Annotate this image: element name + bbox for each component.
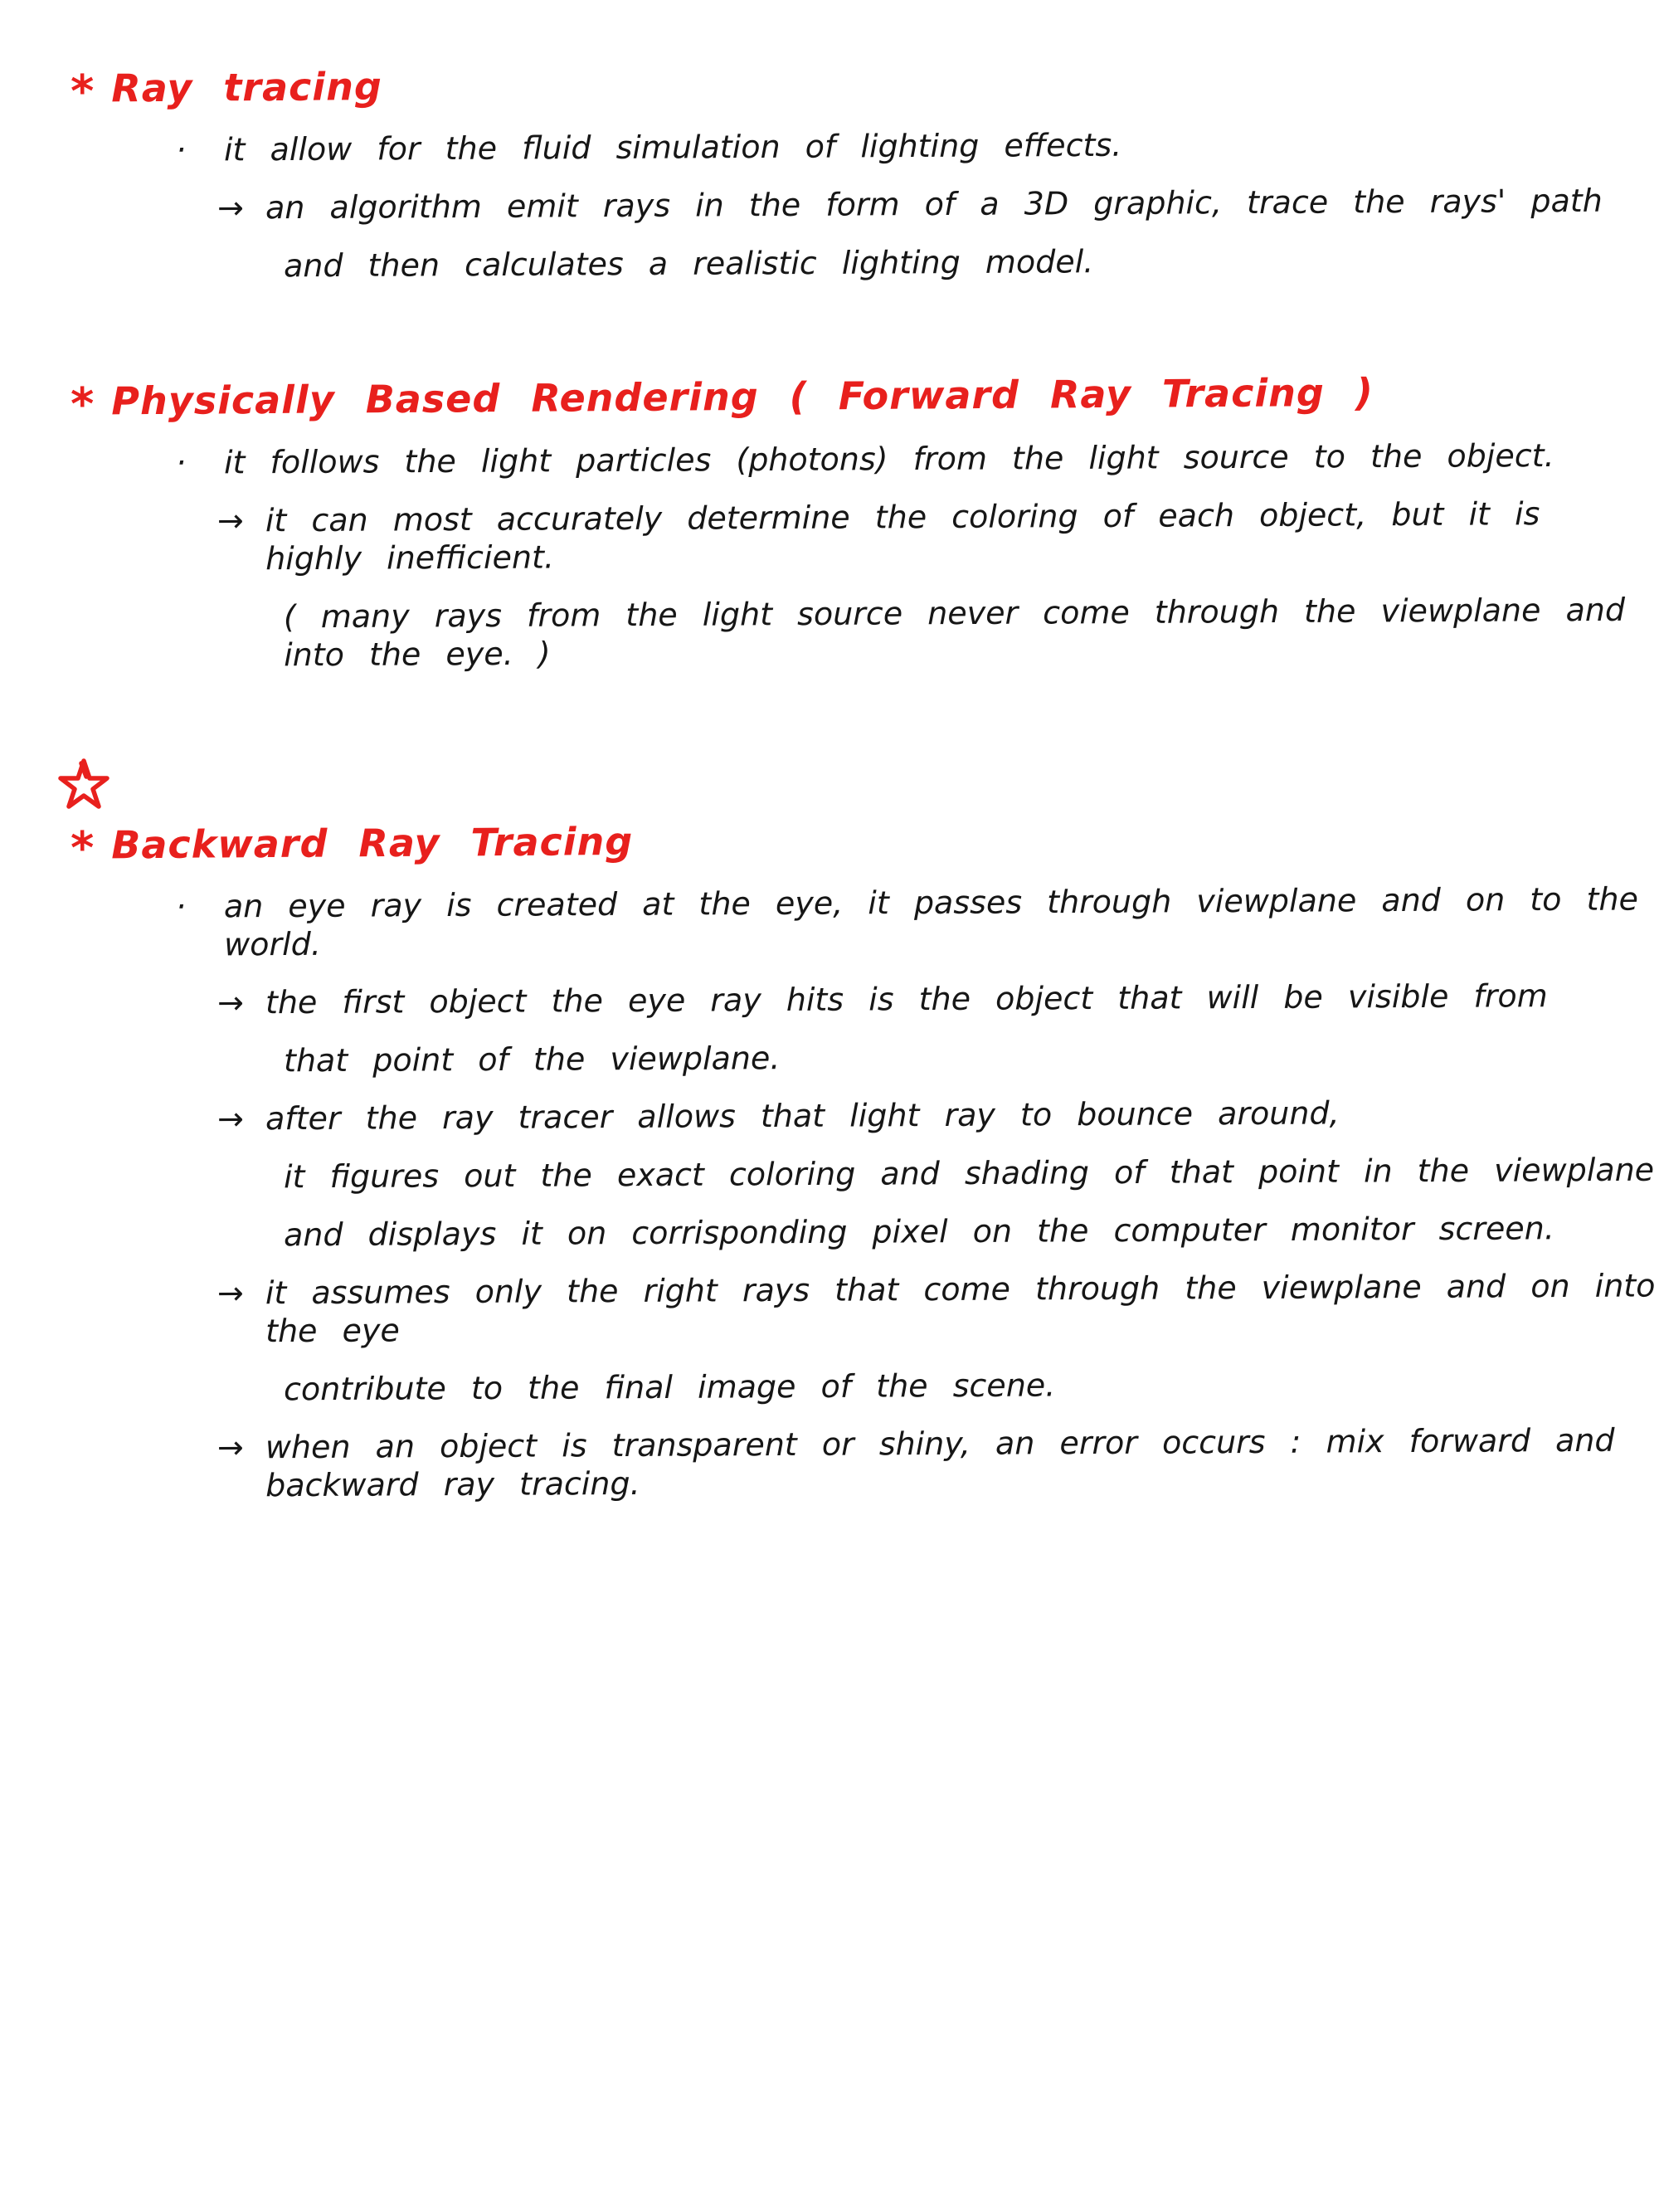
section-title: Backward Ray Tracing bbox=[111, 818, 634, 868]
bullet-dot: · bbox=[175, 444, 187, 481]
section-title: Physically Based Rendering ( Forward Ray Tracing ) bbox=[111, 369, 1374, 424]
section-physically-based-rendering bbox=[0, 368, 1659, 674]
note-line-text: it follows the light particles (photons) from the light source to the object. bbox=[223, 436, 1554, 481]
arrow-icon: → bbox=[216, 984, 244, 1021]
note-line-text: contribute to the final image of the scene. bbox=[283, 1367, 1056, 1408]
section-heading bbox=[70, 362, 1659, 431]
note-line-text: the first object the eye ray hits is the object that will be visible from bbox=[265, 977, 1548, 1021]
asterisk-marker: * bbox=[70, 378, 95, 431]
section-backward-ray-tracing bbox=[0, 757, 1659, 1504]
note-line bbox=[284, 1209, 1659, 1255]
note-line bbox=[217, 1266, 1659, 1350]
arrow-icon: → bbox=[216, 189, 244, 227]
arrow-icon: → bbox=[216, 502, 244, 539]
note-line bbox=[284, 1151, 1659, 1196]
note-line-text: an algorithm emit rays in the form of a 3D graphic, trace the rays' path bbox=[265, 182, 1603, 227]
note-line bbox=[284, 1363, 1659, 1409]
note-line bbox=[217, 494, 1659, 577]
bullet-dot: · bbox=[175, 131, 187, 168]
section-ray-tracing bbox=[0, 55, 1659, 285]
note-line-text: and then calculates a realistic lighting model. bbox=[283, 243, 1094, 285]
section-heading bbox=[70, 806, 1659, 875]
note-line-text: ( many rays from the light source never come through the viewplane and into the eye. ) bbox=[283, 591, 1626, 674]
note-line bbox=[217, 181, 1659, 227]
note-line-text: an eye ray is created at the eye, it passes through viewplane and on to the world. bbox=[223, 880, 1639, 963]
bullet-dot: · bbox=[175, 888, 187, 925]
note-line-text: it can most accurately determine the coloring of each object, but it is highly inefficient. bbox=[265, 495, 1540, 577]
section-title: Ray tracing bbox=[111, 64, 382, 111]
asterisk-marker: * bbox=[70, 821, 95, 875]
note-line bbox=[176, 436, 1659, 481]
note-line-text: after the ray tracer allows that light ray to bounce around, bbox=[265, 1094, 1340, 1138]
section-heading bbox=[70, 49, 1659, 118]
note-line bbox=[217, 1420, 1659, 1504]
arrow-icon: → bbox=[216, 1429, 244, 1466]
note-line bbox=[284, 1035, 1659, 1080]
note-line-text: that point of the viewplane. bbox=[283, 1040, 781, 1079]
note-line bbox=[284, 591, 1659, 675]
note-line bbox=[176, 879, 1659, 963]
arrow-icon: → bbox=[216, 1100, 244, 1138]
note-line bbox=[217, 976, 1659, 1021]
note-line bbox=[217, 1092, 1659, 1138]
asterisk-marker: * bbox=[70, 65, 95, 118]
note-line bbox=[284, 240, 1659, 285]
star-doodle-icon bbox=[56, 757, 1659, 811]
note-line-text: when an object is transparent or shiny, an error occurs : mix forward and backward ray tracing. bbox=[265, 1421, 1615, 1504]
note-line-text: it figures out the exact coloring and shading of that point in the viewplane bbox=[283, 1151, 1655, 1196]
arrow-icon: → bbox=[216, 1274, 244, 1312]
note-line-text: and displays it on corrisponding pixel on the computer monitor screen. bbox=[283, 1210, 1554, 1254]
note-line bbox=[176, 123, 1659, 168]
note-line-text: it allow for the fluid simulation of lighting effects. bbox=[223, 126, 1122, 168]
note-line-text: it assumes only the right rays that come through the viewplane and on into the eye bbox=[265, 1267, 1656, 1350]
